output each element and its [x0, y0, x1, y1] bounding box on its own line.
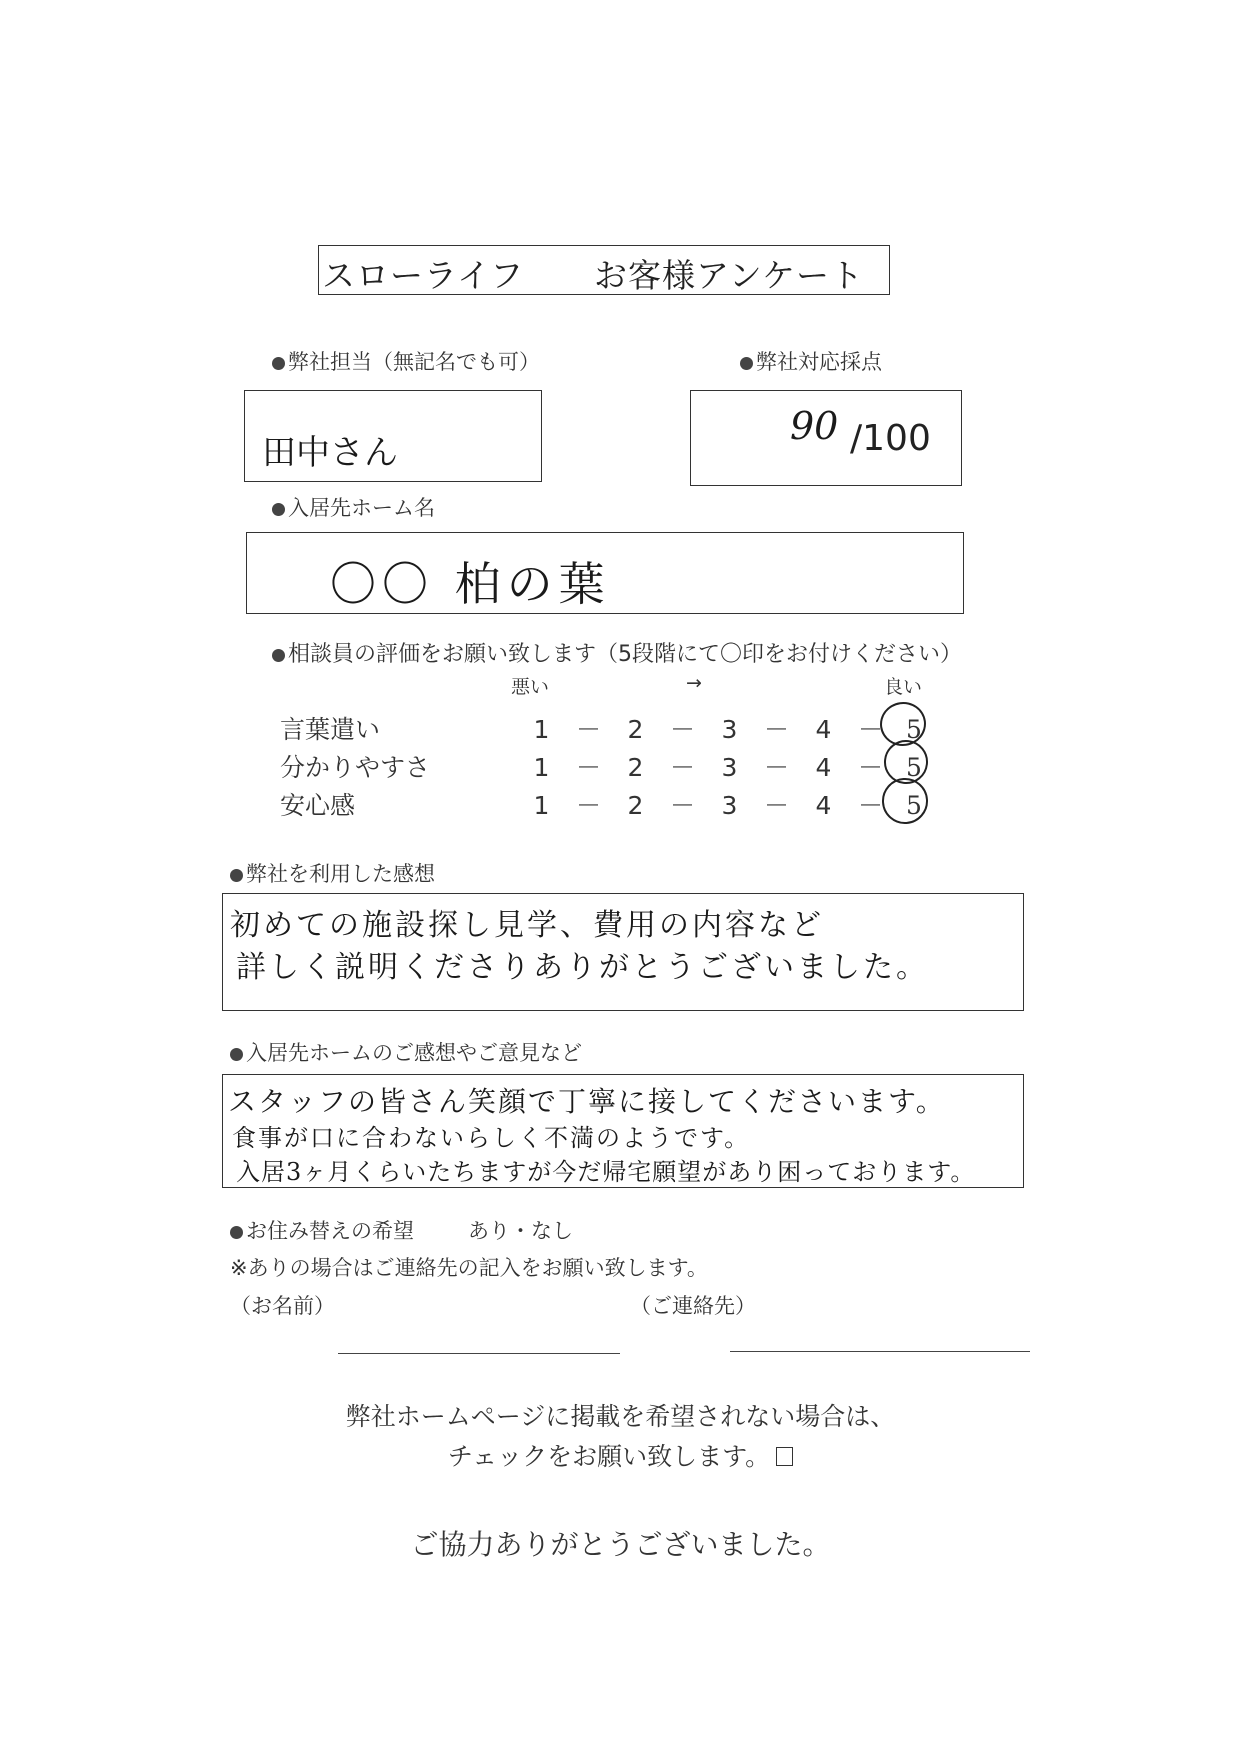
web-notice-line1: 弊社ホームページに掲載を希望されない場合は、 — [345, 1402, 896, 1431]
rating-scale[interactable]: 1 － 2 － 3 － 4 － 5 — [518, 710, 934, 746]
rating-row — [280, 710, 510, 746]
home-feedback-line: スタッフの皆さん笑顔で丁寧に接してくださいます。 — [228, 1085, 946, 1118]
score-label: 弊社対応採点 — [740, 346, 882, 376]
contact-label: （ご連絡先） — [630, 1294, 756, 1318]
rating-name: 分かりやすさ — [280, 753, 431, 782]
name-input-line[interactable] — [338, 1353, 620, 1354]
impression-label: 弊社を利用した感想 — [230, 858, 435, 888]
relocation-note: ※ありの場合はご連絡先の記入をお願い致します。 — [230, 1256, 708, 1280]
bullet-icon — [272, 649, 285, 662]
rating-selected[interactable]: 5 — [906, 715, 922, 744]
rating-selected[interactable]: 5 — [906, 791, 922, 820]
rating-name: 安心感 — [280, 791, 356, 820]
staff-value: 田中さん — [262, 433, 398, 473]
staff-label: 弊社担当（無記名でも可） — [272, 346, 540, 376]
home-feedback-line: 入居3ヶ月くらいたちますが今だ帰宅願望があり困っております。 — [236, 1158, 976, 1186]
rating-scale[interactable]: 1 － 2 － 3 － 4 － 5 — [518, 748, 934, 784]
home-feedback-label: 入居先ホームのご感想やご意見など — [230, 1037, 582, 1067]
impression-line: 初めての施設探し見学、費用の内容など — [230, 908, 824, 943]
home-value: 〇〇 柏の葉 — [330, 557, 611, 611]
scale-low-label: 悪い — [511, 676, 550, 698]
rating-name: 言葉遣い — [280, 715, 381, 744]
home-label: 入居先ホーム名 — [272, 492, 435, 522]
impression-line: 詳しく説明くださりありがとうございました。 — [236, 950, 929, 985]
bullet-icon — [740, 357, 753, 370]
home-feedback-line: 食事が口に合わないらしく不満のようです。 — [232, 1124, 751, 1152]
scale-arrow: → — [686, 672, 702, 694]
title-main: スローライフ — [322, 256, 525, 295]
bullet-icon — [230, 1226, 243, 1239]
page-title — [322, 250, 864, 297]
rating-row — [280, 786, 510, 822]
relocation-options[interactable]: あり・なし — [468, 1219, 573, 1243]
bullet-icon — [230, 869, 243, 882]
scale-high-label: 良い — [884, 676, 923, 698]
name-label: （お名前） — [230, 1294, 335, 1318]
score-value: 90 — [790, 404, 839, 448]
opt-out-checkbox[interactable] — [776, 1447, 793, 1466]
bullet-icon — [230, 1048, 243, 1061]
rating-selected[interactable]: 5 — [906, 753, 922, 782]
rating-scale[interactable]: 1 － 2 － 3 － 4 － 5 — [518, 786, 934, 822]
thanks-message: ご協力ありがとうございました。 — [410, 1528, 831, 1561]
title-sub: お客様アンケート — [594, 256, 865, 295]
bullet-icon — [272, 503, 285, 516]
evaluation-label: 相談員の評価をお願い致します（5段階にて〇印をお付けください） — [272, 637, 962, 668]
contact-input-line[interactable] — [730, 1351, 1030, 1352]
relocation-label: お住み替えの希望 — [230, 1215, 414, 1245]
web-notice-line2: チェックをお願い致します。 — [0, 1437, 1241, 1473]
rating-row — [280, 748, 510, 784]
bullet-icon — [272, 357, 285, 370]
score-max: /100 — [850, 418, 931, 459]
